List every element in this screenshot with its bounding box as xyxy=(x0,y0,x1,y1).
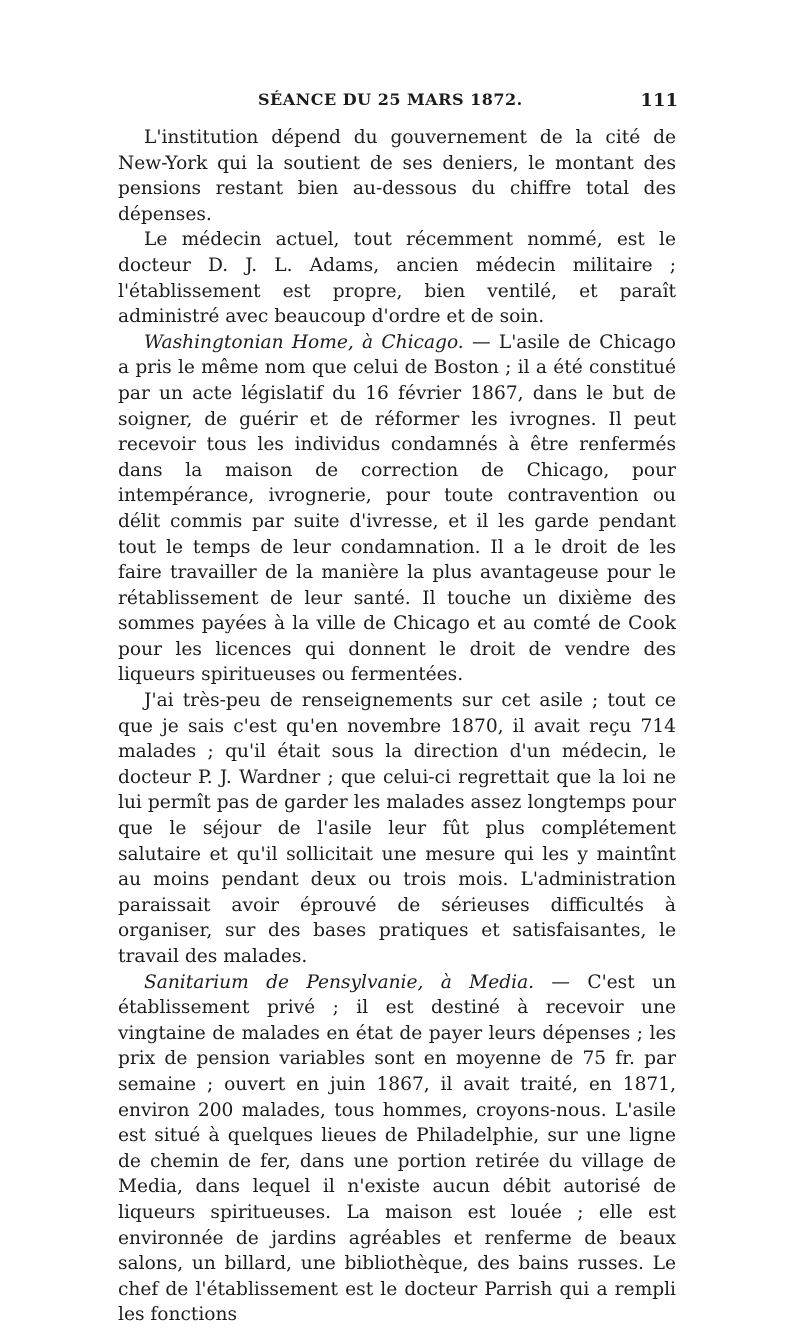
section-lead: Sanitarium de Pensylvanie, à Media. xyxy=(144,971,535,993)
paragraph-text: J'ai très-peu de renseignements sur cet asile ; tout ce que je sais c'est qu'en novembre 1870, il avait reçu 714 malades ; qu'il était sous la direction d'un médecin, le docteur P. J. Wardner ; que celui-ci regrettait que la loi ne lui permît pas de garder les malades assez longtemps pour que le séjour de l'asile leur fût plus complétement salutaire et qu'il sollicitait une mesure qui les y maintînt au moins pendant deux ou trois mois. L'administration paraissait avoir éprouvé de sérieuses difficultés à organiser, sur des bases pratiques et satisfaisantes, le travail des malades. xyxy=(118,690,676,967)
paragraph-text: L'institution dépend du gouvernement de la cité de New-York qui la soutient de ses deniers, le montant des pensions restant bien au-dessous du chiffre total des dépenses. xyxy=(118,127,676,225)
paragraph-text: — L'asile de Chicago a pris le même nom que celui de Boston ; il a été constitué par un acte législatif du 16 février 1867, dans le but de soigner, de guérir et de réformer les ivrognes. Il peut recevoir tous les individus condamnés à être renfermés dans la maison de correction de Chicago, pour intempérance, ivrognerie, pour toute contravention ou délit commis par suite d'ivresse, et il les garde pendant tout le temps de leur condamnation. Il a le droit de les faire travailler de la manière la plus avantageuse pour le rétablissement de leur santé. Il touche un dixième des sommes payées à la ville de Chicago et au comté de Cook pour les licences qui donnent le droit de vendre des liqueurs spiritueuses ou fermentées. xyxy=(118,331,677,686)
running-title: SÉANCE DU 25 MARS 1872. xyxy=(258,90,523,109)
paragraph-text: — C'est un établissement privé ; il est destiné à recevoir une vingtaine de malades en état de payer leurs dépenses ; les prix de pension variables sont en moyenne de 75 fr. par semaine ; ouvert en juin 1867, il avait traité, en 1871, environ 200 malades, tous hommes, croyons-nous. L'asile est situé à quelques lieues de Philadelphie, sur une ligne de chemin de fer, dans une portion retirée du village de Media, dans lequel il n'existe aucun débit autorisé de liqueurs spiritueuses. La maison est louée ; elle est environnée de jardins agréables et renferme de beaux salons, un billard, une bibliothèque, des bains russes. Le chef de l'établissement est le docteur Parrish qui a rempli les fonctions xyxy=(118,971,676,1326)
page-header xyxy=(118,90,678,120)
page-number: 111 xyxy=(640,90,678,111)
page-body xyxy=(118,125,676,1328)
paragraph-washingtonian-home xyxy=(118,330,676,688)
section-lead: Washingtonian Home, à Chicago. xyxy=(144,331,464,353)
paragraph-text: Le médecin actuel, tout récemment nommé, est le docteur D. J. L. Adams, ancien médecin militaire ; l'établissement est propre, bien ventilé, et paraît administré avec beaucoup d'ordre et de soin. xyxy=(118,229,676,328)
paragraph-1 xyxy=(118,125,676,227)
paragraph-sanitarium xyxy=(118,970,676,1328)
paragraph-2 xyxy=(118,227,676,329)
paragraph-4 xyxy=(118,688,676,970)
